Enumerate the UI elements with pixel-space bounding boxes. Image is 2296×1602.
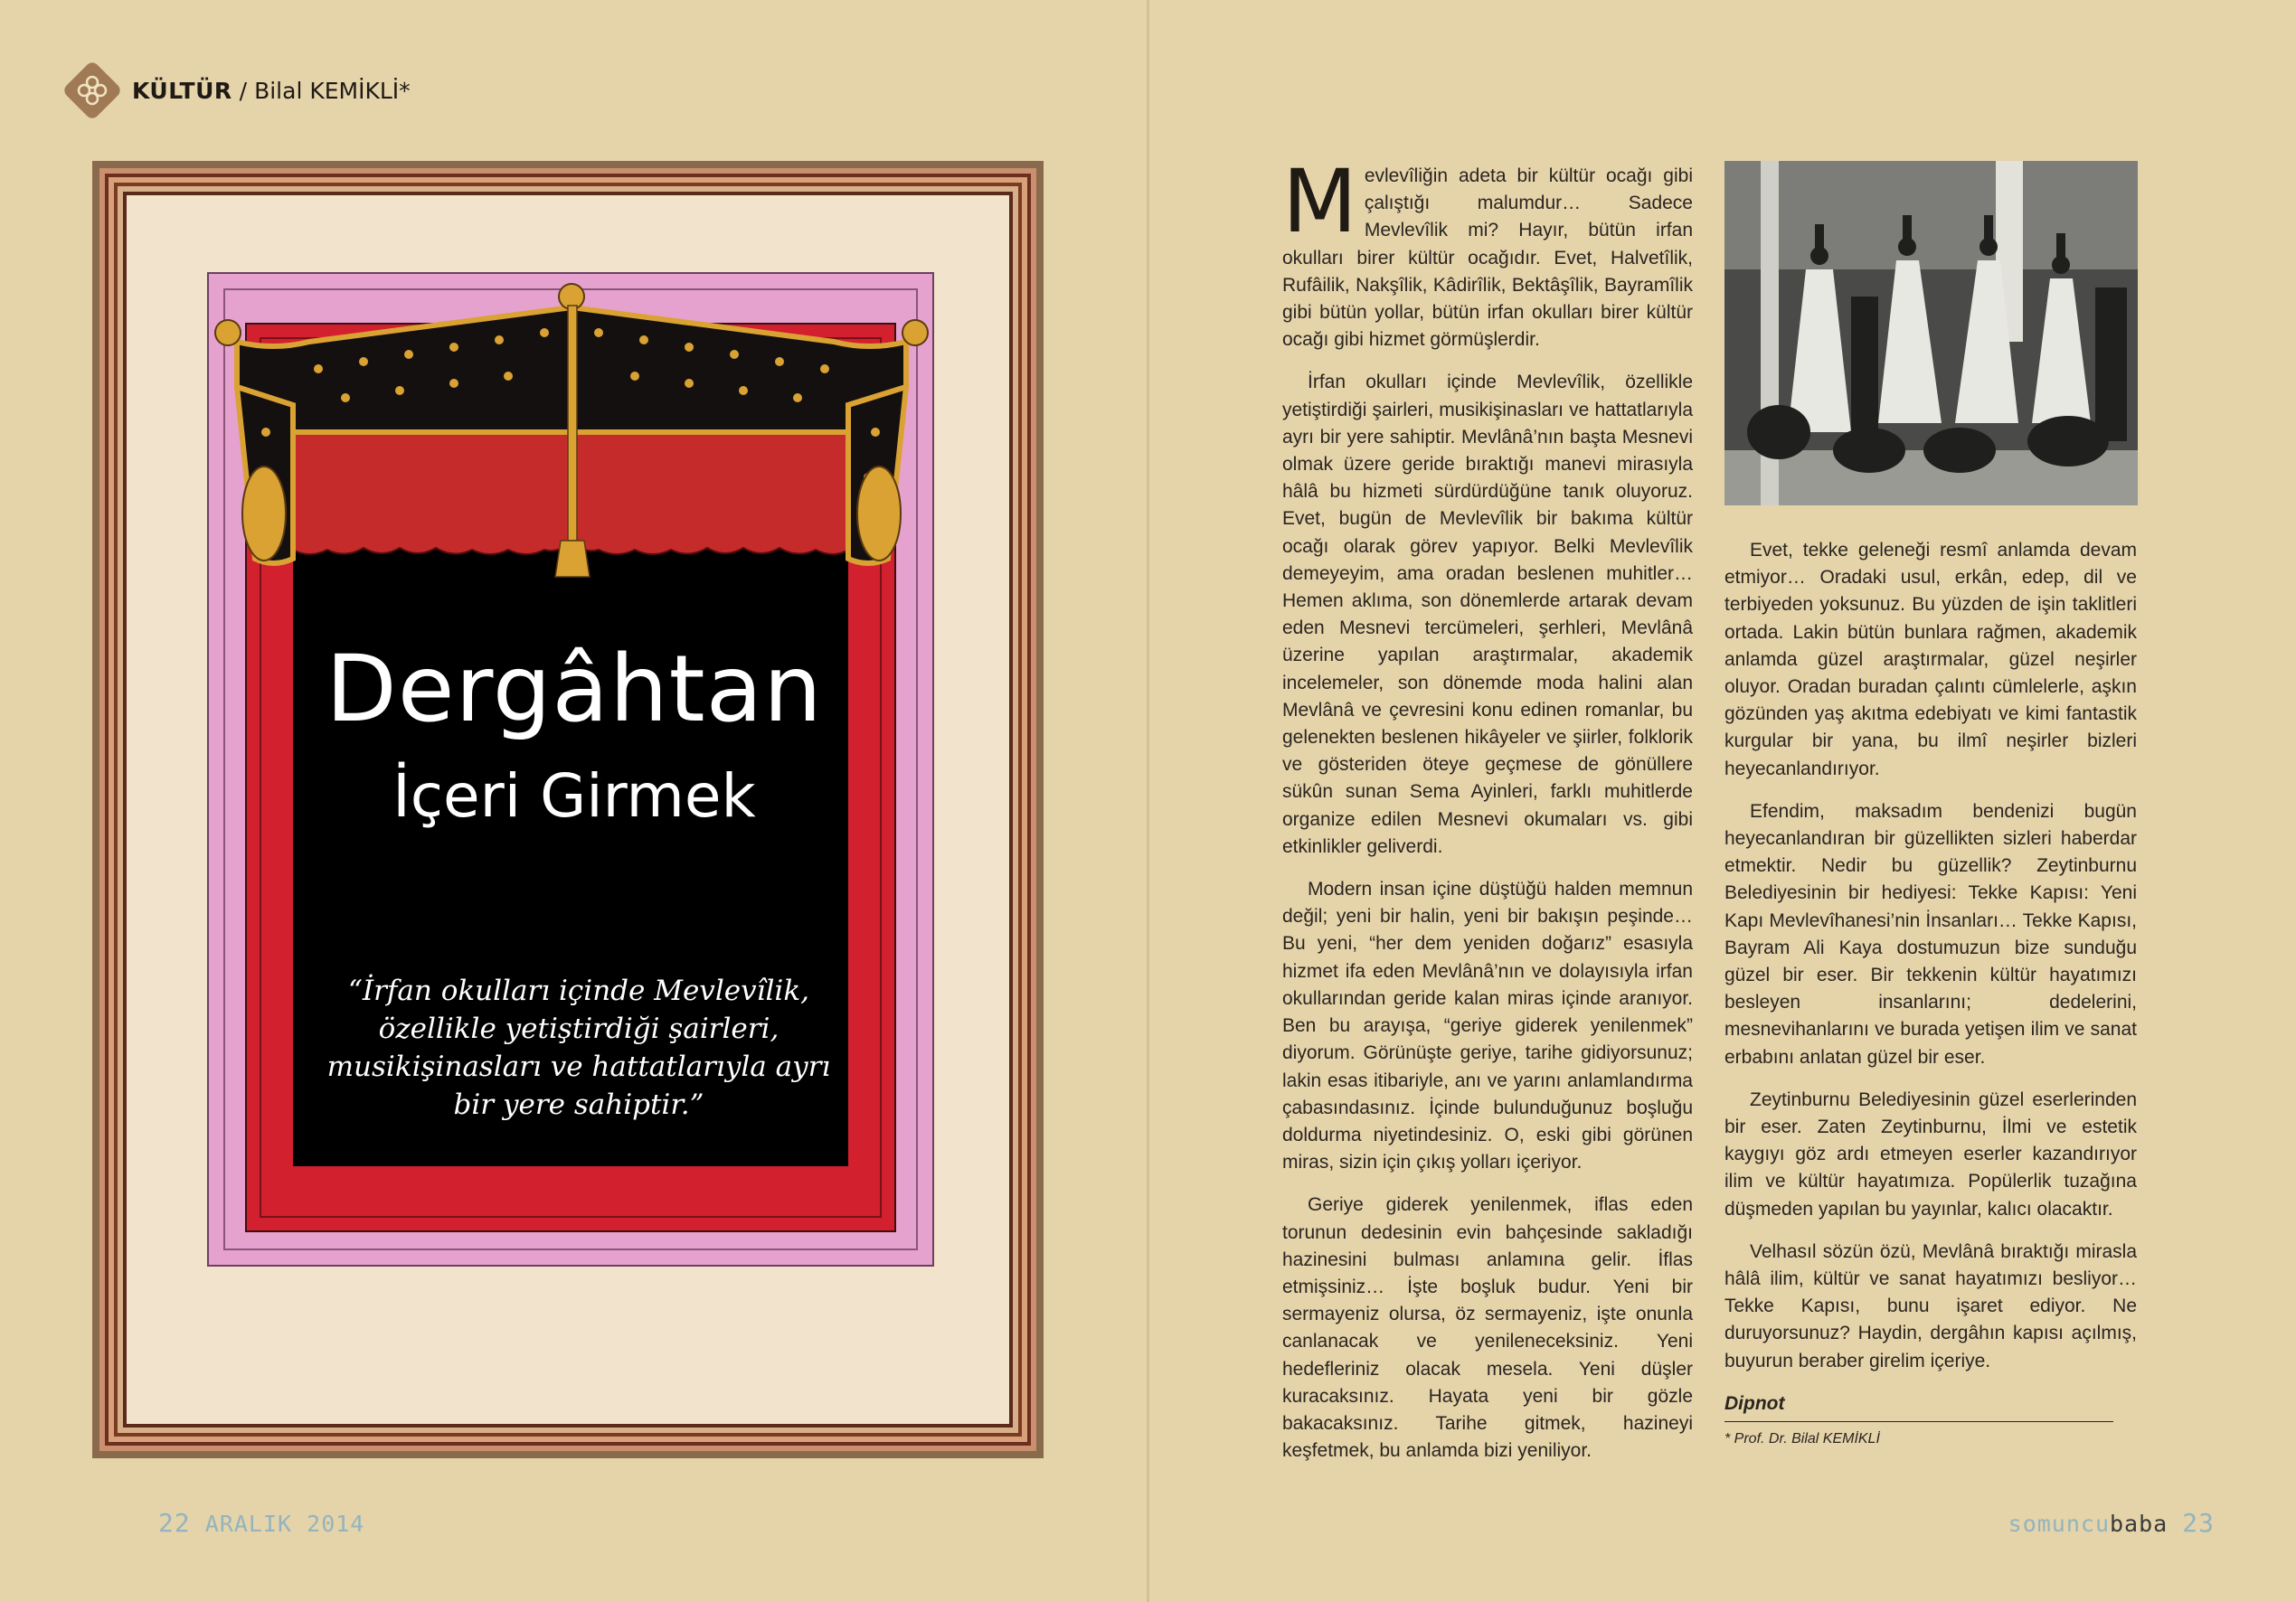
header-separator: / [239,77,248,104]
right-folio [2008,1508,2215,1538]
paragraph-1: Mevlevîliğin adeta bir kültür ocağı gibi çalıştığı malumdur… Sadece Mevlevîlik mi? Hayır, bütün irfan okulları birer kültür ocağıdır. Evet, Halvetîlik, Rufâilik, Nakşîlik, Kâdirîlik, Bektâşîlik, Bayramîlik gibi bütün yollar, bütün irfan okulları birer kültür ocağı gibi hizmet görmüşlerdir. [1282,151,1693,351]
sema-ceremony-photo [1724,161,2138,505]
footnote-text: * Prof. Dr. Bilal KEMİKLİ [1724,1431,1880,1447]
article-column-2 [1724,537,2137,1453]
issue-date: ARALIK 2014 [204,1511,365,1537]
pull-quote: “İrfan okulları içinde Mevlevîlik, özellikle yetiştirdiği şairleri, musikişinasları ve hattatlarıyla ayrı bir yere sahiptir.” [326,975,831,1121]
left-folio [158,1508,364,1538]
section-name: KÜLTÜR [132,77,232,104]
magazine-name-part-1: somuncu [2008,1511,2110,1537]
paragraph-2: İrfan okulları içinde Mevlevîlik, özellikle yetiştirdiği şairleri, musikişinasları ve hattatlarıyla ayrı bir yere sahiptir. Mevlânâ’nın başta Mesnevi olmak üzere geride bıraktığı manevi mirasıyla hâlâ bu hizmeti sürdürdüğüne tanık oluyoruz. Evet, bugün de Mevlevîlik bir bakıma kültür ocağı olarak görev yapıyor. Belki Mevlevîlik demeyeyim, ama oradan beslenen muhitler… Hemen aklıma, son dönemlerde artarak devam eden Mesnevi tercümeleri, şerhleri, Mevlânâ üzerine yapılan araştırmalar, akademik incelemeler, son dönemde moda halini alan Mevlânâ ve çevresini konu edinen romanlar, bu gelenekten beslenen hikâyeler ve şiirler, folklorik ve gösteriden öteye geçmese de gönüllere sükûn sunan Sema Ayinleri, farklı muhitlerde organize edilen Mesnevi okumaları vs. gibi etkinlikler geliverdi. [1282,372,1693,857]
footnote-heading: Dipnot [1724,1390,2113,1422]
author-name: Bilal KEMİKLİ* [254,77,411,104]
article-column-1 [1282,151,1693,1480]
paragraph-7: Zeytinburnu Belediyesinin güzel eserlerinden bir eser. Zaten Zeytinburnu, İlmi ve estetik kaygıyı göz ardı etmeyen eserler kazandırıyor ilim ve kültür hayatımıza. Popülerlik tuzağına düşmeden yapılan bu yayınlar, kalıcı olacaktır. [1724,1088,2137,1220]
dropcap: M [1282,151,1357,252]
section-logo-icon [61,60,123,121]
section-header [61,60,411,121]
paragraph-4: Geriye giderek yenilenmek, iflas eden torunun dedesinin evin bahçesinde sakladığı hazinesini bulması anlamına gelir. İflas etmişsiniz… İşte boşluk budur. Yeni bir sermayeniz olursa, öz sermayeniz, işte onunla canlanacak ve yenileneceksiniz. Yeni hedefleriniz olacak mesela. Yeni düşler kuracaksınız. Hayata yeni bir gözle bakacaksınız. Tarihe gitmek, hazineyi keşfetmek, bu anlamda bizi yeniliyor. [1282,1194,1693,1462]
cover-subtitle: İçeri Girmek [392,761,756,831]
left-page [0,0,1147,1602]
paragraph-5: Evet, tekke geleneği resmî anlamda devam etmiyor… Oradaki usul, erkân, edep, dil ve terbiyeden yoksunuz. Bu yüzden de işin taklitleri ortada. Lakin bütün bunlara rağmen, akademik anlamda güzel araştırmalar, güzel neşirler oluyor. Oradan buradan çalıntı cümlelerle, aşkın gözünden yaş akıtma edebiyatı ve kimi fantastik kurgular bir yana, bu ilmî neşirler bizleri heyecanlandırıyor. [1724,540,2137,779]
right-page-number: 23 [2182,1508,2215,1538]
magazine-name-part-2: baba [2110,1511,2168,1537]
paragraph-3: Modern insan içine düştüğü halden memnun değil; yeni bir halin, yeni bir bakışın peşinde… Bu yeni, “her dem yeniden doğarız” esasıyla hizmet ifa eden Mevlânâ’nın ve dolayısıyla irfan okullarından geride kalan miras içinde aranıyor. Ben bu arayışa, “geriye giderek yenilenmek” diyorum. Görünüşte geriye, tarihe gidiyorsunuz; lakin esas itibariyle, anı ve yarını anlamlandırma çabasındasınız. İçinde bulunduğunuz boşluğu doldurma niyetindesiniz. O, eski gibi görünen miras, sizin için çıkış yolları içeriyor. [1282,879,1693,1173]
left-page-number: 22 [158,1508,191,1538]
paragraph-6: Efendim, maksadım bendenizi bugün heyecanlandıran bir güzellikten sizleri haberdar etmektir. Nedir bu güzellik? Zeytinburnu Belediyesinin bir hediyesi: Tekke Kapısı: Yeni Kapı Mevlevîhanesi’nin İnsanları… Tekke Kapısı, Bayram Ali Kaya dostumuzun bize sunduğu güzel bir eser. Bir tekkenin kültür hayatımızı besleyen insanlarını; dedelerini, mesnevihanlarını ve burada yetişen ilim ve sanat erbabını anlatan güzel bir eser. [1724,800,2137,1068]
cover-title: Dergâhtan [326,636,823,743]
paragraph-8: Velhasıl sözün özü, Mevlânâ bıraktığı mirasla hâlâ ilim, kültür ve sanat hayatımızı besliyor… Tekke Kapısı, bunu işaret ediyor. Ne duruyorsunuz? Haydin, dergâhın kapısı açılmış, buyurun beraber girelim içeriye. [1724,1240,2137,1371]
